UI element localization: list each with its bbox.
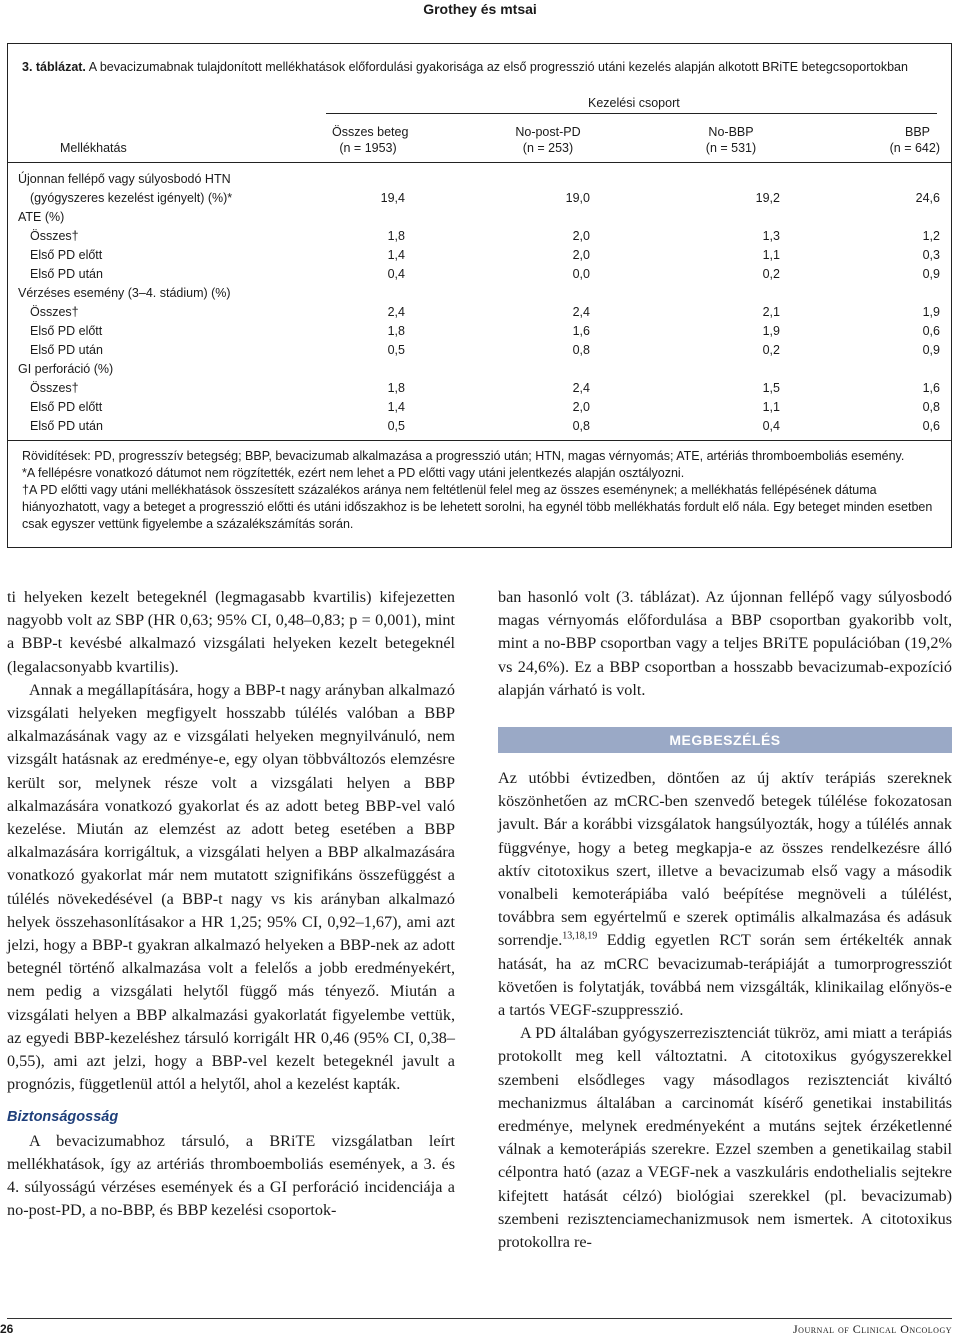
column-name-all: Összes beteg (332, 125, 409, 139)
table-cell: 0,2 (762, 343, 780, 357)
column-n-all: (n = 1953) (339, 141, 397, 155)
page-number: 26 (0, 1322, 14, 1336)
table-caption-text: A bevacizumabnak tulajdonított mellékhatások előfordulási gyakorisága az első progresszió utáni kezelés alapján alkotott BRiTE betegcsoportokban (85, 60, 908, 74)
table-row-label: Újonnan fellépő vagy súlyosbodó HTN (18, 172, 231, 186)
table-cell: 2,1 (762, 305, 780, 319)
left-paragraph-3: A bevacizumabhoz társuló, a BRiTE vizsgálatban leírt mellékhatások, így az artériás thromboemboliás események, a 3. és 4. súlyosságú vérzéses események és a GI perforáció incidenciája a no-post-PD, a no-BBP, és BBP kezelési csoportok- (7, 1131, 455, 1220)
column-n-no-bbp: (n = 531) (705, 141, 757, 155)
group-header: Kezelési csoport (588, 96, 680, 110)
left-paragraph-2: Annak a megállapítására, hogy a BBP-t nagy arányban alkalmazó vizsgálati helyeken megfigyelt hosszabb túlélés valóban a BBP alkalmazásának vagy az e vizsgálati helyeken megnyilvánuló, nem vizsgált hatásnak az eredménye-e, egy olyan többváltozós elemzésre került sor, melynek része volt a vizsgálati helyen a BBP alkalmazására vonatkozó gyakorlat és az adott beteg BBP-vel való kezelése. Miután az elemzést az adott beteg esetében a BBP alkalmazására korrigáltuk, a vizsgálati helyen a BBP alkalmazására vonatkozó gyakorlat már nem mutatott szignifikáns összefüggést a túlélés növekedésével (a BBP-t nagy vs kis arányban alkalmazó helyek összehasonlításakor a HR 1,25; 95% CI, 0,92–1,67), ami azt jelzi, hogy a BBP-t gyakran alkalmazó helyeken a BBP-nek az adott betegnél történő alkalmazása volt a felelős a jobb eredményekért, nem pedig a vizsgálati helytől függő más tényező. Miután a vizsgálati helyen a BBP alkalmazási gyakorlatát figyelembe vettük, az egyedi BBP-kezeléshez társuló korrigált HR 0,46 (95% CI, 0,38–0,55), ami azt jelzi, hogy a BBP-vel kezelt betegeknél javult a prognózis, függetlenül attól a helytől, ahol a kezelést kapták. (7, 680, 455, 1094)
table-footnotes (22, 448, 942, 533)
table-row-label: Összes† (30, 381, 79, 395)
table-cell: 0,8 (922, 400, 940, 414)
table-cell: 1,6 (572, 324, 590, 338)
table-row-label: (gyógyszeres kezelést igényelt) (%)* (30, 191, 233, 205)
table-cell: 1,4 (387, 248, 405, 262)
column-n-no-post-pd: (n = 253) (522, 141, 574, 155)
table-row-label: ATE (%) (18, 210, 65, 224)
running-head: Grothey és mtsai (423, 1, 537, 17)
table-cell: 0,6 (922, 419, 940, 433)
table-cell: 0,8 (572, 343, 590, 357)
table-cell: 0,8 (572, 419, 590, 433)
table-cell: 1,3 (762, 229, 780, 243)
table-cell: 1,4 (387, 400, 405, 414)
table-row-label: Első PD előtt (30, 324, 103, 338)
table-cell: 1,5 (762, 381, 780, 395)
right-paragraph-3: A PD általában gyógyszerrezisztenciát tükröz, ami miatt a terápiás protokollt meg kell változtatni. A citotoxikus gyógyszerekkel szembeni elsődleges vagy másodlagos rezisztenciát kiváltó mechanizmus általában a carcinomát kísérő genetikai instabilitás eredménye, melynek eredményeként a mutáns sejtek érzéketlenné válnak a kemoterápiás szerekre. Ezzel szemben a genetikailag stabil célpontra ható (azaz a VEGF-nek a vaszkuláris endothelialis sejtekre kifejtett hatását célzó) biológiai szerekkel (pl. bevacizumab) szembeni rezisztenciamechanizmusok nem ismertek. A citotoxikus protokollra re- (498, 1024, 952, 1252)
table-row-label: Első PD előtt (30, 400, 103, 414)
left-paragraph-1: ti helyeken kezelt betegeknél (legmagasabb kvartilis) kifejezetten nagyobb volt az SBP (HR 0,63; 95% CI, 0,48–0,83; p = 0,001), mint a BBP-t kevésbé alkalmazó vizsgálati helyeken kezelt betegeknél (legalacsonyabb kvartilis). (7, 588, 455, 676)
footnote-abbreviations: Rövidítések: PD, progresszív betegség; BBP, bevacizumab alkalmazása a progresszió után; HTN, magas vérnyomás; ATE, artériás thromboemboliás esemény. (22, 449, 905, 463)
table-row-label: Első PD előtt (30, 248, 103, 262)
table-cell: 2,4 (387, 305, 405, 319)
table-label: 3. táblázat. (22, 60, 86, 74)
reference-superscript: 13,18,19 (562, 931, 598, 943)
column-name-bbp: BBP (904, 125, 930, 139)
table-row-label: Első PD után (30, 419, 103, 433)
table-row-label: Összes† (30, 229, 79, 243)
table-cell: 24,6 (915, 191, 940, 205)
table-cell: 0,0 (572, 267, 590, 281)
table-cell: 0,9 (922, 343, 940, 357)
table-caption (22, 59, 942, 75)
table-cell: 0,3 (922, 248, 940, 262)
table-row-label: Összes† (30, 305, 79, 319)
table-cell: 1,2 (922, 229, 940, 243)
table-cell: 1,1 (762, 248, 780, 262)
table-cell: 0,5 (387, 419, 405, 433)
table-row-label: Első PD után (30, 267, 103, 281)
footnote-dagger: †A PD előtti vagy utáni mellékhatások összesített százalékos aránya nem feltétlenül felel meg az összes eseménynek; a mellékhatás fellépésének dátuma hiányozhatott, vagy a beteget a progresszió előtti és utáni időszakhoz is be lehetett sorolni, ha egynél több mellékhatás fordult elő nála. Egy beteget minden esetben csak egyszer vettünk figyelembe a százalékszámítás során. (22, 483, 933, 531)
table-cell: 1,9 (762, 324, 780, 338)
journal-name: Journal of Clinical Oncology (793, 1322, 952, 1336)
subheading-safety: Biztonságosság (7, 1109, 119, 1126)
section-heading-discussion: MEGBESZÉLÉS (498, 727, 952, 753)
right-paragraph-1: ban hasonló volt (3. táblázat). Az újonnan fellépő vagy súlyosbodó magas vérnyomás előfordulása a BBP csoportban gyakoribb volt, mint a no-BBP csoportban vagy a teljes BRiTE populációban (19,2% vs 24,6%). Ez a BBP csoportban a hosszabb bevacizumab-expozíció alapján várható is volt. (498, 588, 952, 699)
column-name-no-bbp: No-BBP (708, 125, 754, 139)
left-text-column (7, 586, 455, 1222)
table-cell: 1,9 (922, 305, 940, 319)
footnote-asterisk: *A fellépésre vonatkozó dátumot nem rögzítették, ezért nem lehet a PD előtti vagy utáni jelentkezés alapján osztályozni. (22, 466, 685, 480)
table-cell: 19,2 (755, 191, 780, 205)
table-bottom-rule (7, 440, 952, 441)
table-cell: 0,4 (762, 419, 780, 433)
group-header-rule (326, 113, 937, 114)
table-row-label: Első PD után (30, 343, 103, 357)
table-cell: 1,6 (922, 381, 940, 395)
footer-rule (7, 1318, 952, 1319)
column-n-bbp: (n = 642) (889, 141, 940, 155)
table-cell: 0,4 (387, 267, 405, 281)
table-cell: 0,2 (762, 267, 780, 281)
table-cell: 19,0 (565, 191, 590, 205)
table-cell: 0,6 (922, 324, 940, 338)
table-cell: 1,8 (387, 324, 405, 338)
table-cell: 2,0 (572, 248, 590, 262)
right-text-column (498, 586, 952, 702)
table-cell: 0,9 (922, 267, 940, 281)
table-row-label: Vérzéses esemény (3–4. stádium) (%) (18, 286, 231, 300)
row-header: Mellékhatás (60, 141, 127, 155)
right-paragraph-2-text: Az utóbbi évtizedben, döntően az új aktív terápiás szereknek köszönhetően az mCRC-ben szenvedő betegek túlélése fokozatosan javult. Bár a korábbi vizsgálatok hangsúlyozták, hogy a túlélés annak függvénye, hogy a beteg megkapja-e az összes rendelkezésre álló aktív citotoxikus szert, illetve a bevacizumab első vagy a második vonalbeli kemoterápiába való beépítése megnöveli a túlélést, továbbra sem egyértelmű e szerek optimális alkalmazása és adásuk sorrendje. (498, 769, 952, 950)
table-cell: 2,0 (572, 400, 590, 414)
table-cell: 1,8 (387, 229, 405, 243)
table-cell: 2,4 (572, 381, 590, 395)
table-cell: 1,8 (387, 381, 405, 395)
table-cell: 2,0 (572, 229, 590, 243)
table-cell: 19,4 (380, 191, 405, 205)
right-text-column-lower (498, 767, 952, 1254)
table-cell: 1,1 (762, 400, 780, 414)
right-paragraph-2-tail: Eddig egyetlen RCT során sem értékelték annak hatását, ha az mCRC bevacizumab-terápiáját a tumorprogressziót követően is folytatják, továbbá nem vizsgálták, klinikailag előnyös-e a tartós VEGF-szuppresszió. (498, 931, 952, 1020)
column-name-no-post-pd: No-post-PD (515, 125, 581, 139)
table-cell: 0,5 (387, 343, 405, 357)
header-bottom-rule (7, 162, 952, 163)
table-row-label: GI perforáció (%) (18, 362, 114, 376)
table-cell: 2,4 (572, 305, 590, 319)
right-paragraph-2 (498, 767, 952, 1022)
